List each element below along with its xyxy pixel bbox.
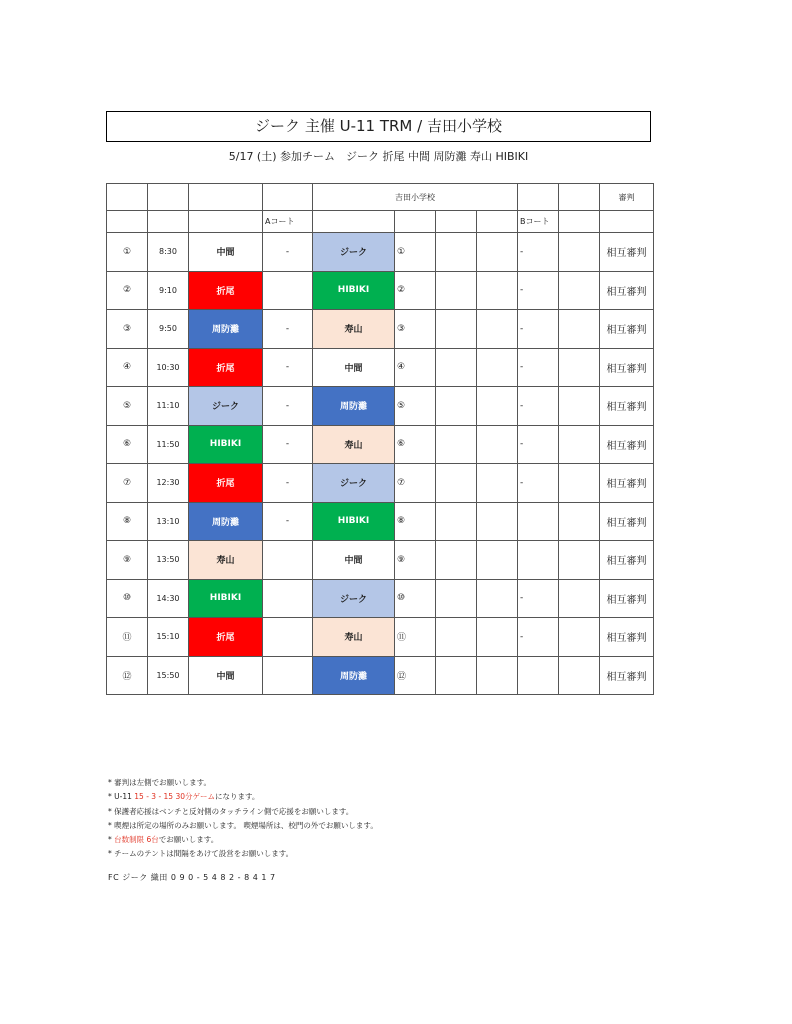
team-a: 寿山 — [189, 541, 263, 580]
match-number: ⑦ — [107, 464, 148, 503]
referee-cell: 相互審判 — [600, 656, 654, 695]
participating-teams: 5/17 (土) 参加チーム ジーク 折尾 中間 周防灘 寿山 HIBIKI — [228, 150, 529, 163]
match-time: 9:50 — [148, 310, 189, 349]
team-a: 周防灘 — [189, 310, 263, 349]
header-row-venue — [107, 184, 654, 211]
empty-cell — [477, 425, 518, 464]
referee-header: 審判 — [600, 184, 654, 211]
team-a: 周防灘 — [189, 502, 263, 541]
match-row — [107, 502, 654, 541]
match-number: ⑩ — [107, 579, 148, 618]
empty-cell — [436, 348, 477, 387]
empty-cell — [477, 387, 518, 426]
team-b: ジーク — [313, 233, 395, 272]
note-line — [108, 819, 378, 833]
note-text: * 喫煙は所定の場所のみお願いします。 喫煙場所は、校門の外でお願いします。 — [108, 820, 378, 830]
match-number: ⑨ — [107, 541, 148, 580]
match-row — [107, 310, 654, 349]
match-number: ⑧ — [107, 502, 148, 541]
note-line — [108, 805, 378, 819]
court-a-separator — [263, 271, 313, 310]
match-time: 12:30 — [148, 464, 189, 503]
team-a: 中間 — [189, 656, 263, 695]
team-b: 中間 — [313, 541, 395, 580]
match-row — [107, 233, 654, 272]
empty-cell — [559, 464, 600, 503]
match-row — [107, 464, 654, 503]
team-a: ジーク — [189, 387, 263, 426]
note-line — [108, 790, 378, 804]
court-b-separator: - — [518, 464, 559, 503]
match-row — [107, 348, 654, 387]
empty-cell — [477, 464, 518, 503]
team-b: ジーク — [313, 464, 395, 503]
note-text: でお願いします。 — [158, 835, 219, 845]
referee-cell: 相互審判 — [600, 233, 654, 272]
note-text: * 保護者応援はベンチと反対側のタッチライン側で応援をお願いします。 — [108, 806, 354, 816]
note-line — [108, 776, 378, 790]
empty-cell — [436, 425, 477, 464]
empty-cell — [559, 387, 600, 426]
court-b-separator — [518, 541, 559, 580]
team-b: 寿山 — [313, 425, 395, 464]
court-a-separator: - — [263, 502, 313, 541]
court-b-number: ① — [395, 233, 436, 272]
note-highlight: 15 - 3 - 15 30分ゲーム — [134, 792, 216, 802]
referee-cell: 相互審判 — [600, 502, 654, 541]
notes — [108, 776, 378, 862]
note-highlight: 台数制限 6台 — [114, 835, 159, 845]
court-b-separator: - — [518, 233, 559, 272]
match-time: 14:30 — [148, 579, 189, 618]
court-b-number: ② — [395, 271, 436, 310]
note-text: * 審判は左側でお願いします。 — [108, 778, 212, 787]
match-time: 15:50 — [148, 656, 189, 695]
contact-footer: FC ジーク 織田 0 9 0 - 5 4 8 2 - 8 4 1 7 — [108, 873, 276, 882]
empty-cell — [436, 579, 477, 618]
court-b-number: ⑦ — [395, 464, 436, 503]
team-b: 周防灘 — [313, 656, 395, 695]
empty-cell — [436, 387, 477, 426]
match-time: 8:30 — [148, 233, 189, 272]
court-a-separator: - — [263, 425, 313, 464]
match-number: ⑪ — [107, 618, 148, 657]
team-b: 寿山 — [313, 310, 395, 349]
empty-cell — [477, 310, 518, 349]
court-a-separator: - — [263, 464, 313, 503]
referee-cell: 相互審判 — [600, 618, 654, 657]
court-b-separator — [518, 656, 559, 695]
team-b: 寿山 — [313, 618, 395, 657]
empty-cell — [477, 271, 518, 310]
team-a: 折尾 — [189, 464, 263, 503]
court-b-number: ⑫ — [395, 656, 436, 695]
empty-cell — [436, 464, 477, 503]
team-a: 折尾 — [189, 271, 263, 310]
court-b-number: ⑥ — [395, 425, 436, 464]
court-a-separator — [263, 541, 313, 580]
match-time: 15:10 — [148, 618, 189, 657]
court-b-number: ⑧ — [395, 502, 436, 541]
team-b: HIBIKI — [313, 502, 395, 541]
team-b: ジーク — [313, 579, 395, 618]
empty-cell — [559, 656, 600, 695]
team-a: 中間 — [189, 233, 263, 272]
match-number: ① — [107, 233, 148, 272]
match-time: 13:10 — [148, 502, 189, 541]
empty-cell — [477, 233, 518, 272]
court-b-separator: - — [518, 310, 559, 349]
note-text: * — [108, 835, 115, 845]
match-time: 9:10 — [148, 271, 189, 310]
court-a-separator: - — [263, 348, 313, 387]
empty-cell — [559, 425, 600, 464]
match-row — [107, 579, 654, 618]
team-a: 折尾 — [189, 348, 263, 387]
match-row — [107, 656, 654, 695]
court-b-number: ⑪ — [395, 618, 436, 657]
court-b-separator: - — [518, 618, 559, 657]
court-a-separator — [263, 579, 313, 618]
court-b-separator: - — [518, 387, 559, 426]
page-title: ジーク 主催 U-11 TRM / 吉田小学校 — [106, 111, 651, 142]
referee-cell: 相互審判 — [600, 271, 654, 310]
match-time: 10:30 — [148, 348, 189, 387]
match-number: ③ — [107, 310, 148, 349]
court-b-number: ③ — [395, 310, 436, 349]
empty-cell — [559, 618, 600, 657]
empty-cell — [477, 348, 518, 387]
referee-cell: 相互審判 — [600, 310, 654, 349]
court-b-separator: - — [518, 348, 559, 387]
empty-cell — [436, 502, 477, 541]
court-a-separator: - — [263, 387, 313, 426]
match-time: 11:10 — [148, 387, 189, 426]
empty-cell — [559, 310, 600, 349]
court-b-number: ⑤ — [395, 387, 436, 426]
empty-cell — [477, 579, 518, 618]
match-number: ④ — [107, 348, 148, 387]
venue-label: 吉田小学校 — [313, 184, 518, 211]
court-b-number: ④ — [395, 348, 436, 387]
match-row — [107, 618, 654, 657]
empty-cell — [436, 618, 477, 657]
referee-cell: 相互審判 — [600, 387, 654, 426]
court-b-label: Bコート — [518, 211, 559, 233]
empty-cell — [436, 271, 477, 310]
note-line — [108, 847, 378, 861]
empty-cell — [559, 579, 600, 618]
court-b-separator: - — [518, 579, 559, 618]
court-b-separator: - — [518, 425, 559, 464]
empty-cell — [436, 656, 477, 695]
empty-cell — [477, 656, 518, 695]
empty-cell — [559, 541, 600, 580]
note-text: * U-11 — [108, 792, 135, 802]
court-b-separator — [518, 502, 559, 541]
note-text: になります。 — [215, 792, 260, 802]
match-number: ② — [107, 271, 148, 310]
referee-cell: 相互審判 — [600, 425, 654, 464]
referee-cell: 相互審判 — [600, 541, 654, 580]
match-row — [107, 271, 654, 310]
empty-cell — [559, 233, 600, 272]
team-a: HIBIKI — [189, 579, 263, 618]
court-b-number: ⑩ — [395, 579, 436, 618]
court-a-separator: - — [263, 233, 313, 272]
referee-cell: 相互審判 — [600, 348, 654, 387]
note-text: * チームのテントは間隔をあけて設営をお願いします。 — [108, 849, 294, 859]
match-row — [107, 387, 654, 426]
empty-cell — [436, 233, 477, 272]
empty-cell — [436, 310, 477, 349]
court-a-separator: - — [263, 310, 313, 349]
empty-cell — [559, 271, 600, 310]
empty-cell — [436, 541, 477, 580]
match-number: ⑫ — [107, 656, 148, 695]
court-b-separator: - — [518, 271, 559, 310]
court-a-label: Aコート — [263, 211, 313, 233]
note-line — [108, 833, 378, 847]
court-b-number: ⑨ — [395, 541, 436, 580]
match-row — [107, 425, 654, 464]
match-time: 11:50 — [148, 425, 189, 464]
empty-cell — [477, 618, 518, 657]
court-a-separator — [263, 618, 313, 657]
team-a: 折尾 — [189, 618, 263, 657]
match-row — [107, 541, 654, 580]
referee-cell: 相互審判 — [600, 464, 654, 503]
court-a-separator — [263, 656, 313, 695]
empty-cell — [477, 541, 518, 580]
schedule-table — [106, 183, 654, 695]
match-time: 13:50 — [148, 541, 189, 580]
team-b: 周防灘 — [313, 387, 395, 426]
empty-cell — [559, 348, 600, 387]
team-b: 中間 — [313, 348, 395, 387]
empty-cell — [559, 502, 600, 541]
referee-cell: 相互審判 — [600, 579, 654, 618]
empty-cell — [477, 502, 518, 541]
team-a: HIBIKI — [189, 425, 263, 464]
header-row-courts — [107, 211, 654, 233]
team-b: HIBIKI — [313, 271, 395, 310]
match-number: ⑤ — [107, 387, 148, 426]
match-number: ⑥ — [107, 425, 148, 464]
